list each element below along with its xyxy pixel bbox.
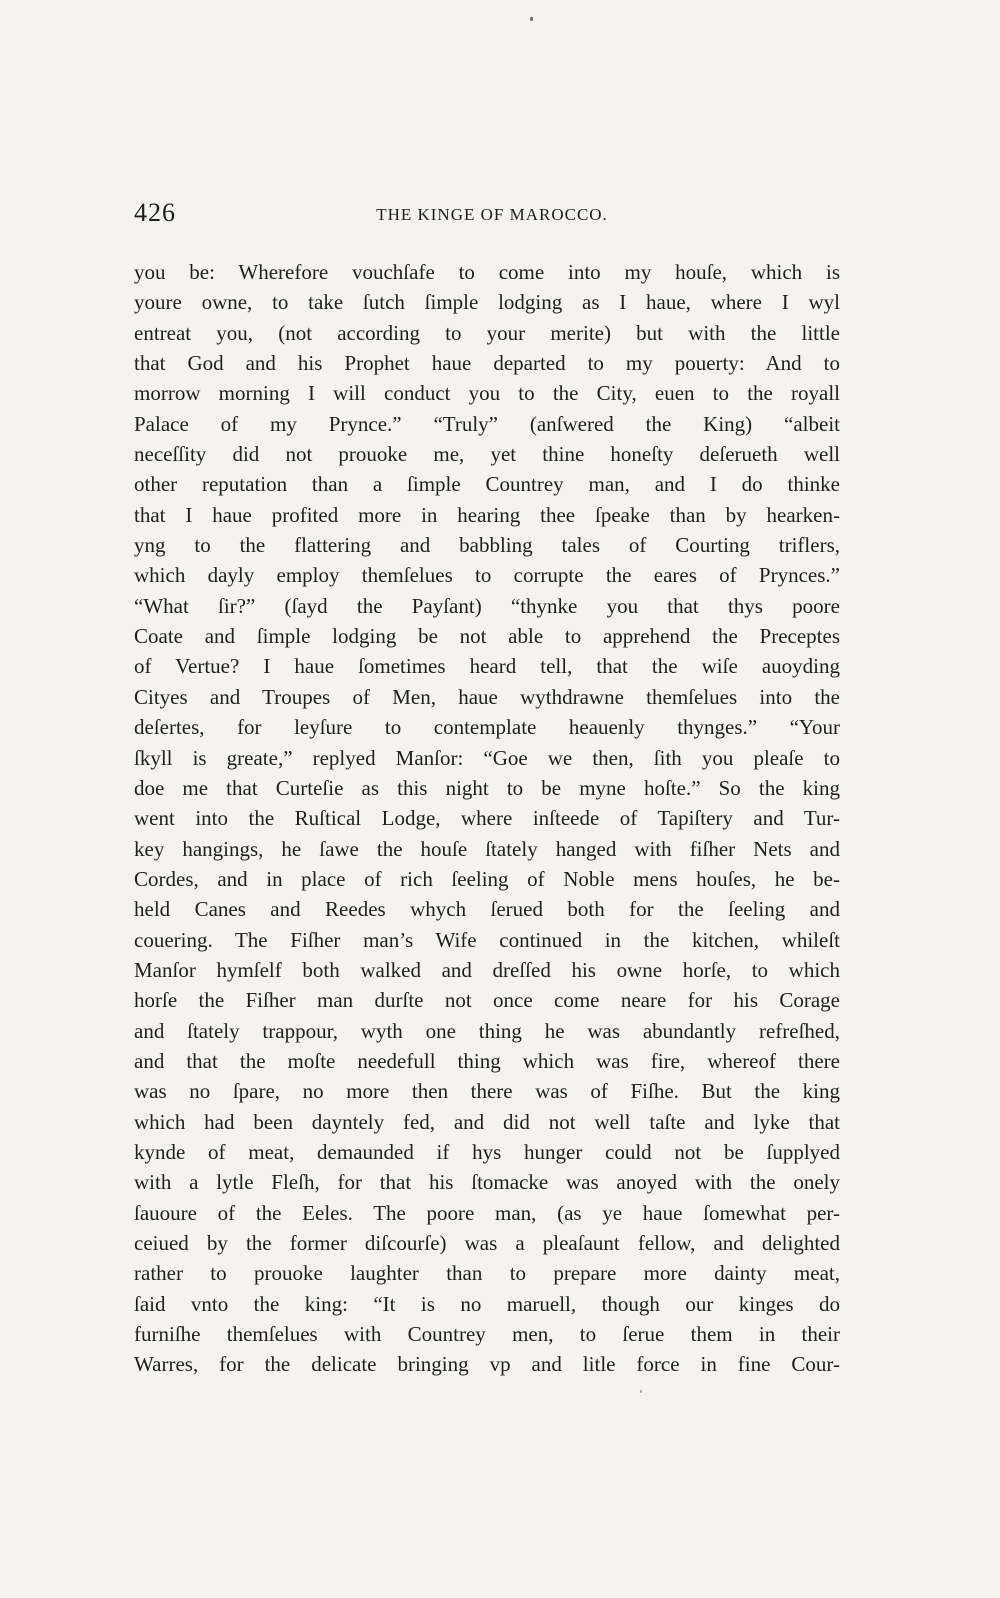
text-line: which dayly employ themſelues to corrupte the eares of Prynces.” [134, 563, 840, 588]
text-line: yng to the flattering and babbling tales of Courting triflers, [134, 533, 840, 558]
text-line: Cityes and Troupes of Men, haue wythdrawne themſelues into the [134, 684, 840, 709]
text-line: ſauoure of the Eeles. The poore man, (as ye haue ſomewhat per- [134, 1200, 840, 1225]
text-line: Coate and ſimple lodging be not able to apprehend the Preceptes [134, 624, 840, 649]
text-line: doe me that Curteſie as this night to be myne hoſte.” So the king [134, 775, 840, 800]
paper-speck [530, 17, 533, 21]
text-line: you be: Wherefore vouchſafe to come into my houſe, which is [134, 260, 840, 284]
text-line: went into the Ruſtical Lodge, where inſteede of Tapiſtery and Tur- [134, 806, 840, 831]
text-line: Cordes, and in place of rich ſeeling of Noble mens houſes, he be- [134, 866, 840, 891]
text-line: that God and his Prophet haue departed to my pouerty: And to [134, 351, 840, 376]
text-line: Manſor hymſelf both walked and dreſſed his owne horſe, to which [134, 957, 840, 982]
text-line: ſkyll is greate,” replyed Manſor: “Goe we then, ſith you pleaſe to [134, 745, 840, 770]
text-line: was no ſpare, no more then there was of Fiſhe. But the king [134, 1079, 840, 1104]
text-line: Palace of my Prynce.” “Truly” (anſwered the King) “albeit [134, 411, 840, 436]
running-title: THE KINGE OF MAROCCO. [376, 205, 608, 224]
body-text [134, 257, 840, 1380]
text-line: key hangings, he ſawe the houſe ſtately hanged with fiſher Nets and [134, 836, 840, 861]
text-line: neceſſity did not prouoke me, yet thine honeſty deſerueth well [134, 442, 840, 467]
text-line: held Canes and Reedes whych ſerued both for the ſeeling and [134, 897, 840, 922]
page-number: 426 [134, 198, 176, 227]
text-line: ſaid vnto the king: “It is no maruell, though our kinges do [134, 1291, 840, 1316]
text-line: and that the moſte needefull thing which was fire, whereof there [134, 1048, 840, 1073]
paper-speck [640, 1390, 642, 1393]
text-line: other reputation than a ſimple Countrey man, and I do thinke [134, 472, 840, 497]
text-line: couering. The Fiſher man’s Wife continued in the kitchen, whileſt [134, 927, 840, 952]
text-line: “What ſir?” (ſayd the Payſant) “thynke you that thys poore [134, 593, 840, 618]
text-line: that I haue profited more in hearing thee ſpeake than by hearken- [134, 502, 840, 527]
text-line: rather to prouoke laughter than to prepare more dainty meat, [134, 1261, 840, 1286]
text-line: entreat you, (not according to your merite) but with the little [134, 320, 840, 345]
page-header [134, 198, 840, 238]
text-line: and ſtately trappour, wyth one thing he was abundantly refreſhed, [134, 1018, 840, 1043]
text-line: deſertes, for leyſure to contemplate heauenly thynges.” “Your [134, 715, 840, 740]
text-line: which had been dayntely fed, and did not well taſte and lyke that [134, 1109, 840, 1134]
text-line: ceiued by the former diſcourſe) was a pleaſaunt fellow, and delighted [134, 1231, 840, 1255]
text-line: youre owne, to take ſutch ſimple lodging as I haue, where I wyl [134, 290, 840, 315]
text-line: kynde of meat, demaunded if hys hunger could not be ſupplyed [134, 1139, 840, 1164]
text-line: morrow morning I will conduct you to the City, euen to the royall [134, 381, 840, 406]
text-line: horſe the Fiſher man durſte not once come neare for his Corage [134, 988, 840, 1013]
text-line: of Vertue? I haue ſometimes heard tell, that the wiſe auoyding [134, 654, 840, 679]
text-line: Warres, for the delicate bringing vp and litle force in fine Cour- [134, 1352, 840, 1377]
text-line: with a lytle Fleſh, for that his ſtomacke was anoyed with the onely [134, 1170, 840, 1195]
text-line: furniſhe themſelues with Countrey men, to ſerue them in their [134, 1322, 840, 1347]
